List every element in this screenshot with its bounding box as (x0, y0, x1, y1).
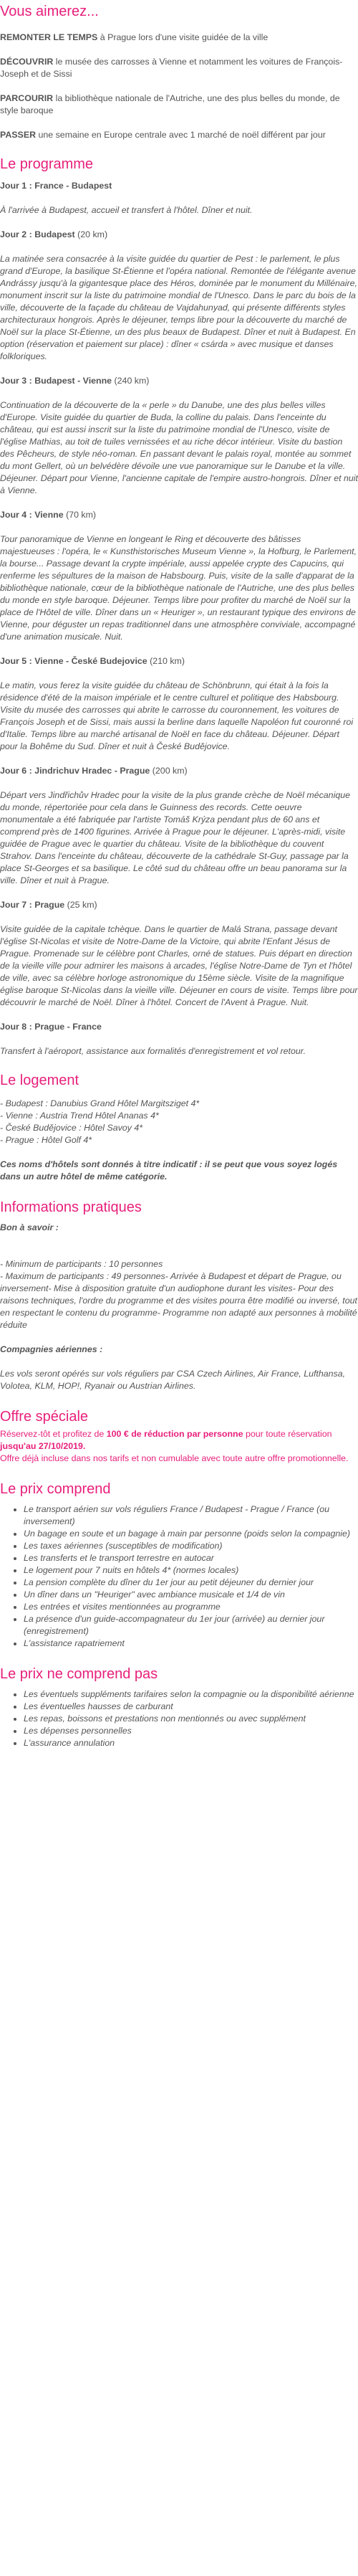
offre-mid: pour toute réservation (243, 1429, 332, 1439)
offre-section (0, 1428, 358, 1465)
intro-text: la bibliothèque nationale de l'Autriche, une des plus belles du monde, de style baroque (0, 93, 340, 115)
heading-prix-comprend: Le prix comprend (0, 1481, 111, 1497)
airlines-text: Les vols seront opérés sur vols réguliers par CSA Czech Airlines, Air France, Lufthansa, Volotea, KLM, HOP!, Ryanair ou Austrian Airlines. (0, 1369, 346, 1391)
heading-informations: Informations pratiques (0, 1199, 142, 1215)
day-title-text: Jour 3 : Budapest - Vienne (0, 376, 112, 386)
offre-line (0, 1428, 358, 1453)
hotel-line: - Budapest : Danubius Grand Hôtel Margitsziget 4* (0, 1098, 200, 1108)
list-item: • La pension complète du dîner du 1er jour au petit déjeuner du dernier jour (24, 1577, 358, 1589)
programme-section (0, 180, 358, 1058)
day-text: Le matin, vous ferez la visite guidée du château de Schönbrunn, qui était à la fois la résidence d'été de la maison impériale et le centre culturel et politique des Habsbourg. Visite du musée des carrosses qui abrite le carrosse du couronnement, les voitures de François Joseph et de Sissi, mais aussi la berline dans laquelle Napoléon fut couronné roi d'Italie. Temps libre au marché artisanal de Noël en face du château. Déjeuner. Départ pour la Bohême du Sud. Dîner et nuit à České Budějovice. (0, 680, 354, 751)
day-text: Transfert à l'aéroport, assistance aux formalités d'enregistrement et vol retour. (0, 1046, 306, 1056)
heading-programme: Le programme (0, 156, 94, 172)
offre-amount: 100 € de réduction par personne (106, 1429, 243, 1439)
list-item: • Un bagage en soute et un bagage à main par personne (poids selon la compagnie) (24, 1528, 358, 1540)
prix-ne-comprend-list (0, 1688, 358, 1749)
day-km: (25 km) (67, 900, 97, 910)
intro-item (0, 92, 358, 117)
intro-text: une semaine en Europe centrale avec 1 marché de noël différent par jour (36, 130, 326, 140)
list-item: • Le logement pour 7 nuits en hôtels 4* (normes locales) (24, 1564, 358, 1577)
list-item: • Les taxes aériennes (susceptibles de modification) (24, 1540, 358, 1552)
day-text: Tour panoramique de Vienne en longeant le Ring et découverte des bâtisses majestueuses : l'opéra, le « Kunsthistorisches Museum Vienne », la Hofburg, le Parlement, la bourse... Passage devant la crypte impériale, aussi appelée crypte des Capucins, qui renferme les sépultures de la maison de Habsbourg. Puis, visite de la salle d'apparat de la bibliothèque nationale, cœur de la bibliothèque nationale de l'Autriche, une des plus belles du monde en style baroque. Déjeuner. Temps libre pour profiter du marché de Noël sur la place de l'Hôtel de ville. Dîner dans un « Heuriger », un restaurant typique des environs de Vienne, pour déguster un repas traditionnel dans une atmosphère conviviale, accompagné d'une animation musicale. Nuit. (0, 534, 357, 642)
airlines-label: Compagnies aériennes : (0, 1344, 103, 1354)
heading-logement: Le logement (0, 1073, 79, 1088)
day-text: La matinée sera consacrée à la visite guidée du quartier de Pest : le parlement, le plus grand d'Europe, la basilique St-Étienne et l'opéra national. Remontée de l'élégante avenue Andrássy jusqu'à la gigantesque place des Héros, dominée par le monument du Millénaire, monument inscrit sur la liste du patrimoine mondial de l'Unesco. Dans le parc du bois de la ville, découverte de la façade du château de Vajdahunyad, qui présente différents styles architecturaux hongrois. Après le déjeuner, temps libre pour la découverte du marché de Noël sur la place St-Étienne, un des plus beaux de Budapest. Dîner et nuit à Budapest. En option (réservation et paiement sur place) : dîner « csárda » avec musique et danses folkloriques. (0, 254, 357, 361)
day-title-text: Jour 4 : Vienne (0, 510, 64, 520)
intro-lead: REMONTER LE TEMPS (0, 32, 98, 42)
list-item: • Les entrées et visites mentionnées au programme (24, 1601, 358, 1613)
day-title (0, 899, 358, 911)
list-item: • Le transport aérien sur vols réguliers France / Budapest - Prague / France (ou inversement) (24, 1503, 358, 1528)
day-title (0, 509, 358, 521)
day-title-text: Jour 1 : France - Budapest (0, 181, 112, 191)
day-title (0, 375, 358, 387)
list-item: • Les éventuels suppléments tarifaires selon la compagnie ou la disponibilité aérienne (24, 1688, 358, 1701)
day-km: (210 km) (150, 656, 185, 666)
day-text: Continuation de la découverte de la « perle » du Danube, une des plus belles villes d'Europe. Visite guidée du quartier de Buda, la colline du palais. Dans l'enceinte du château, qui est aussi inscrit sur la liste du patrimoine mondial de l'Unesco, visite de l'église Mathias, au toit de tuiles vernissées et au riche décor intérieur. Visite du bastion des Pêcheurs, de style néo-roman. En passant devant le palais royal, montée au sommet du mont Gellert, où un belvédère dévoile une vue panoramique sur le Danube et la ville. Déjeuner. Départ pour Vienne, l'ancienne capitale de l'empire austro-hongrois. Dîner et nuit à Vienne. (0, 400, 358, 495)
heading-vous-aimerez: Vous aimerez... (0, 4, 99, 19)
intro-text: à Prague lors d'une visite guidée de la ville (97, 32, 268, 42)
day-title (0, 180, 358, 192)
day-title (0, 1021, 358, 1033)
offre-date: jusqu'au 27/10/2019. (0, 1441, 86, 1451)
day-title-text: Jour 2 : Budapest (0, 229, 75, 239)
intro-lead: PASSER (0, 130, 37, 140)
intro-section (0, 32, 358, 141)
heading-prix-ne-comprend: Le prix ne comprend pas (0, 1666, 158, 1682)
day-title (0, 765, 358, 777)
intro-item (0, 56, 358, 80)
list-item: • Les repas, boissons et prestations non mentionnés ou avec supplément (24, 1713, 358, 1725)
logement-section (0, 1098, 358, 1183)
day-title-text: Jour 6 : Jindrichuv Hradec - Prague (0, 766, 150, 776)
list-item: • Les transferts et le transport terrestre en autocar (24, 1552, 358, 1564)
hotel-line: - České Budějovice : Hôtel Savoy 4* (0, 1123, 143, 1133)
prix-comprend-list (0, 1503, 358, 1650)
day-text: Visite guidée de la capitale tchèque. Dans le quartier de Malá Strana, passage devant l'église St-Nicolas et visite de Notre-Dame de la Victoire, qui abrite l'Enfant Jésus de Prague. Promenade sur le célèbre pont Charles, orné de statues. Puis départ en direction de la vieille ville pour admirer les maisons à arcades, l'église Notre-Dame de Tyn et l'hôtel de ville, avec sa célèbre horloge astronomique du 15ème siècle. Visite de la magnifique église baroque St-Nicolas dans la vieille ville. Déjeuner en cours de visite. Temps libre pour découvrir le marché de Noël. Dîner à l'hôtel. Concert de l'Avent à Prague. Nuit. (0, 924, 358, 1007)
list-item: • La présence d'un guide-accompagnateur du 1er jour (arrivée) au dernier jour (enregistrement) (24, 1613, 358, 1638)
intro-lead: PARCOURIR (0, 93, 54, 103)
day-title-text: Jour 8 : Prague - France (0, 1022, 102, 1032)
list-item: • Un dîner dans un "Heuriger" avec ambiance musicale et 1/4 de vin (24, 1589, 358, 1601)
intro-item (0, 129, 358, 141)
offre-post: Offre déjà incluse dans nos tarifs et non cumulable avec toute autre offre promotionnelle. (0, 1453, 349, 1463)
good-to-know-label: Bon à savoir : (0, 1222, 59, 1232)
list-item: • Les dépenses personnelles (24, 1725, 358, 1737)
list-item: • L'assurance annulation (24, 1737, 358, 1749)
list-item: • L'assistance rapatriement (24, 1638, 358, 1650)
intro-text: le musée des carrosses à Vienne et notamment les voitures de François-Joseph et de Sissi (0, 57, 343, 79)
day-km: (70 km) (66, 510, 97, 520)
day-km: (240 km) (114, 376, 150, 386)
hotel-line: - Vienne : Austria Trend Hôtel Ananas 4* (0, 1111, 159, 1121)
day-km: (200 km) (152, 766, 188, 776)
hotel-note: Ces noms d'hôtels sont donnés à titre indicatif : il se peut que vous soyez logés dans un autre hôtel de même catégorie. (0, 1159, 338, 1182)
hotel-line: - Prague : Hôtel Golf 4* (0, 1135, 92, 1145)
day-title (0, 229, 358, 241)
infos-text: - Minimum de participants : 10 personnes - Maximum de participants : 49 personnes- Arrivée à Budapest et départ de Prague, ou inversement- Mise à disposition gratuite d'un audiophone durant les visites- Pour des raisons techniques, l'ordre du programme et des visites pourra être modifié ou inversé, tout en respectant le contenu du programme- Programme non adapté aux personnes à mobilité réduite (0, 1259, 357, 1330)
intro-item (0, 32, 358, 44)
day-title-text: Jour 7 : Prague (0, 900, 65, 910)
offre-pre: Réservez-tôt et profitez de (0, 1429, 107, 1439)
heading-offre: Offre spéciale (0, 1409, 89, 1425)
day-title (0, 655, 358, 667)
infos-section (0, 1222, 358, 1392)
intro-lead: DÉCOUVRIR (0, 57, 54, 67)
day-title-text: Jour 5 : Vienne - České Budejovice (0, 656, 147, 666)
day-text: À l'arrivée à Budapest, accueil et transfert à l'hôtel. Dîner et nuit. (0, 205, 253, 215)
day-km: (20 km) (77, 229, 108, 239)
list-item: • Les éventuelles hausses de carburant (24, 1701, 358, 1713)
day-text: Départ vers Jindřichův Hradec pour la visite de la plus grande crèche de Noël mécanique du monde, répertoriée pour cela dans le Guinness des records. Cette oeuvre monumentale a été fabriquée par l'artiste Tomáš Krýza pendant plus de 60 ans et comprend près de 1400 figurines. Arrivée à Prague pour le déjeuner. L'après-midi, visite guidée de Prague avec le quartier du château. Visite de la bibliothèque du couvent Strahov. Dans l'enceinte du château, découverte de la cathédrale St-Guy, passage par la place St-Georges et sa basilique. Le côté sud du château offre un beau panorama sur la ville. Dîner et nuit à Prague. (0, 790, 351, 885)
